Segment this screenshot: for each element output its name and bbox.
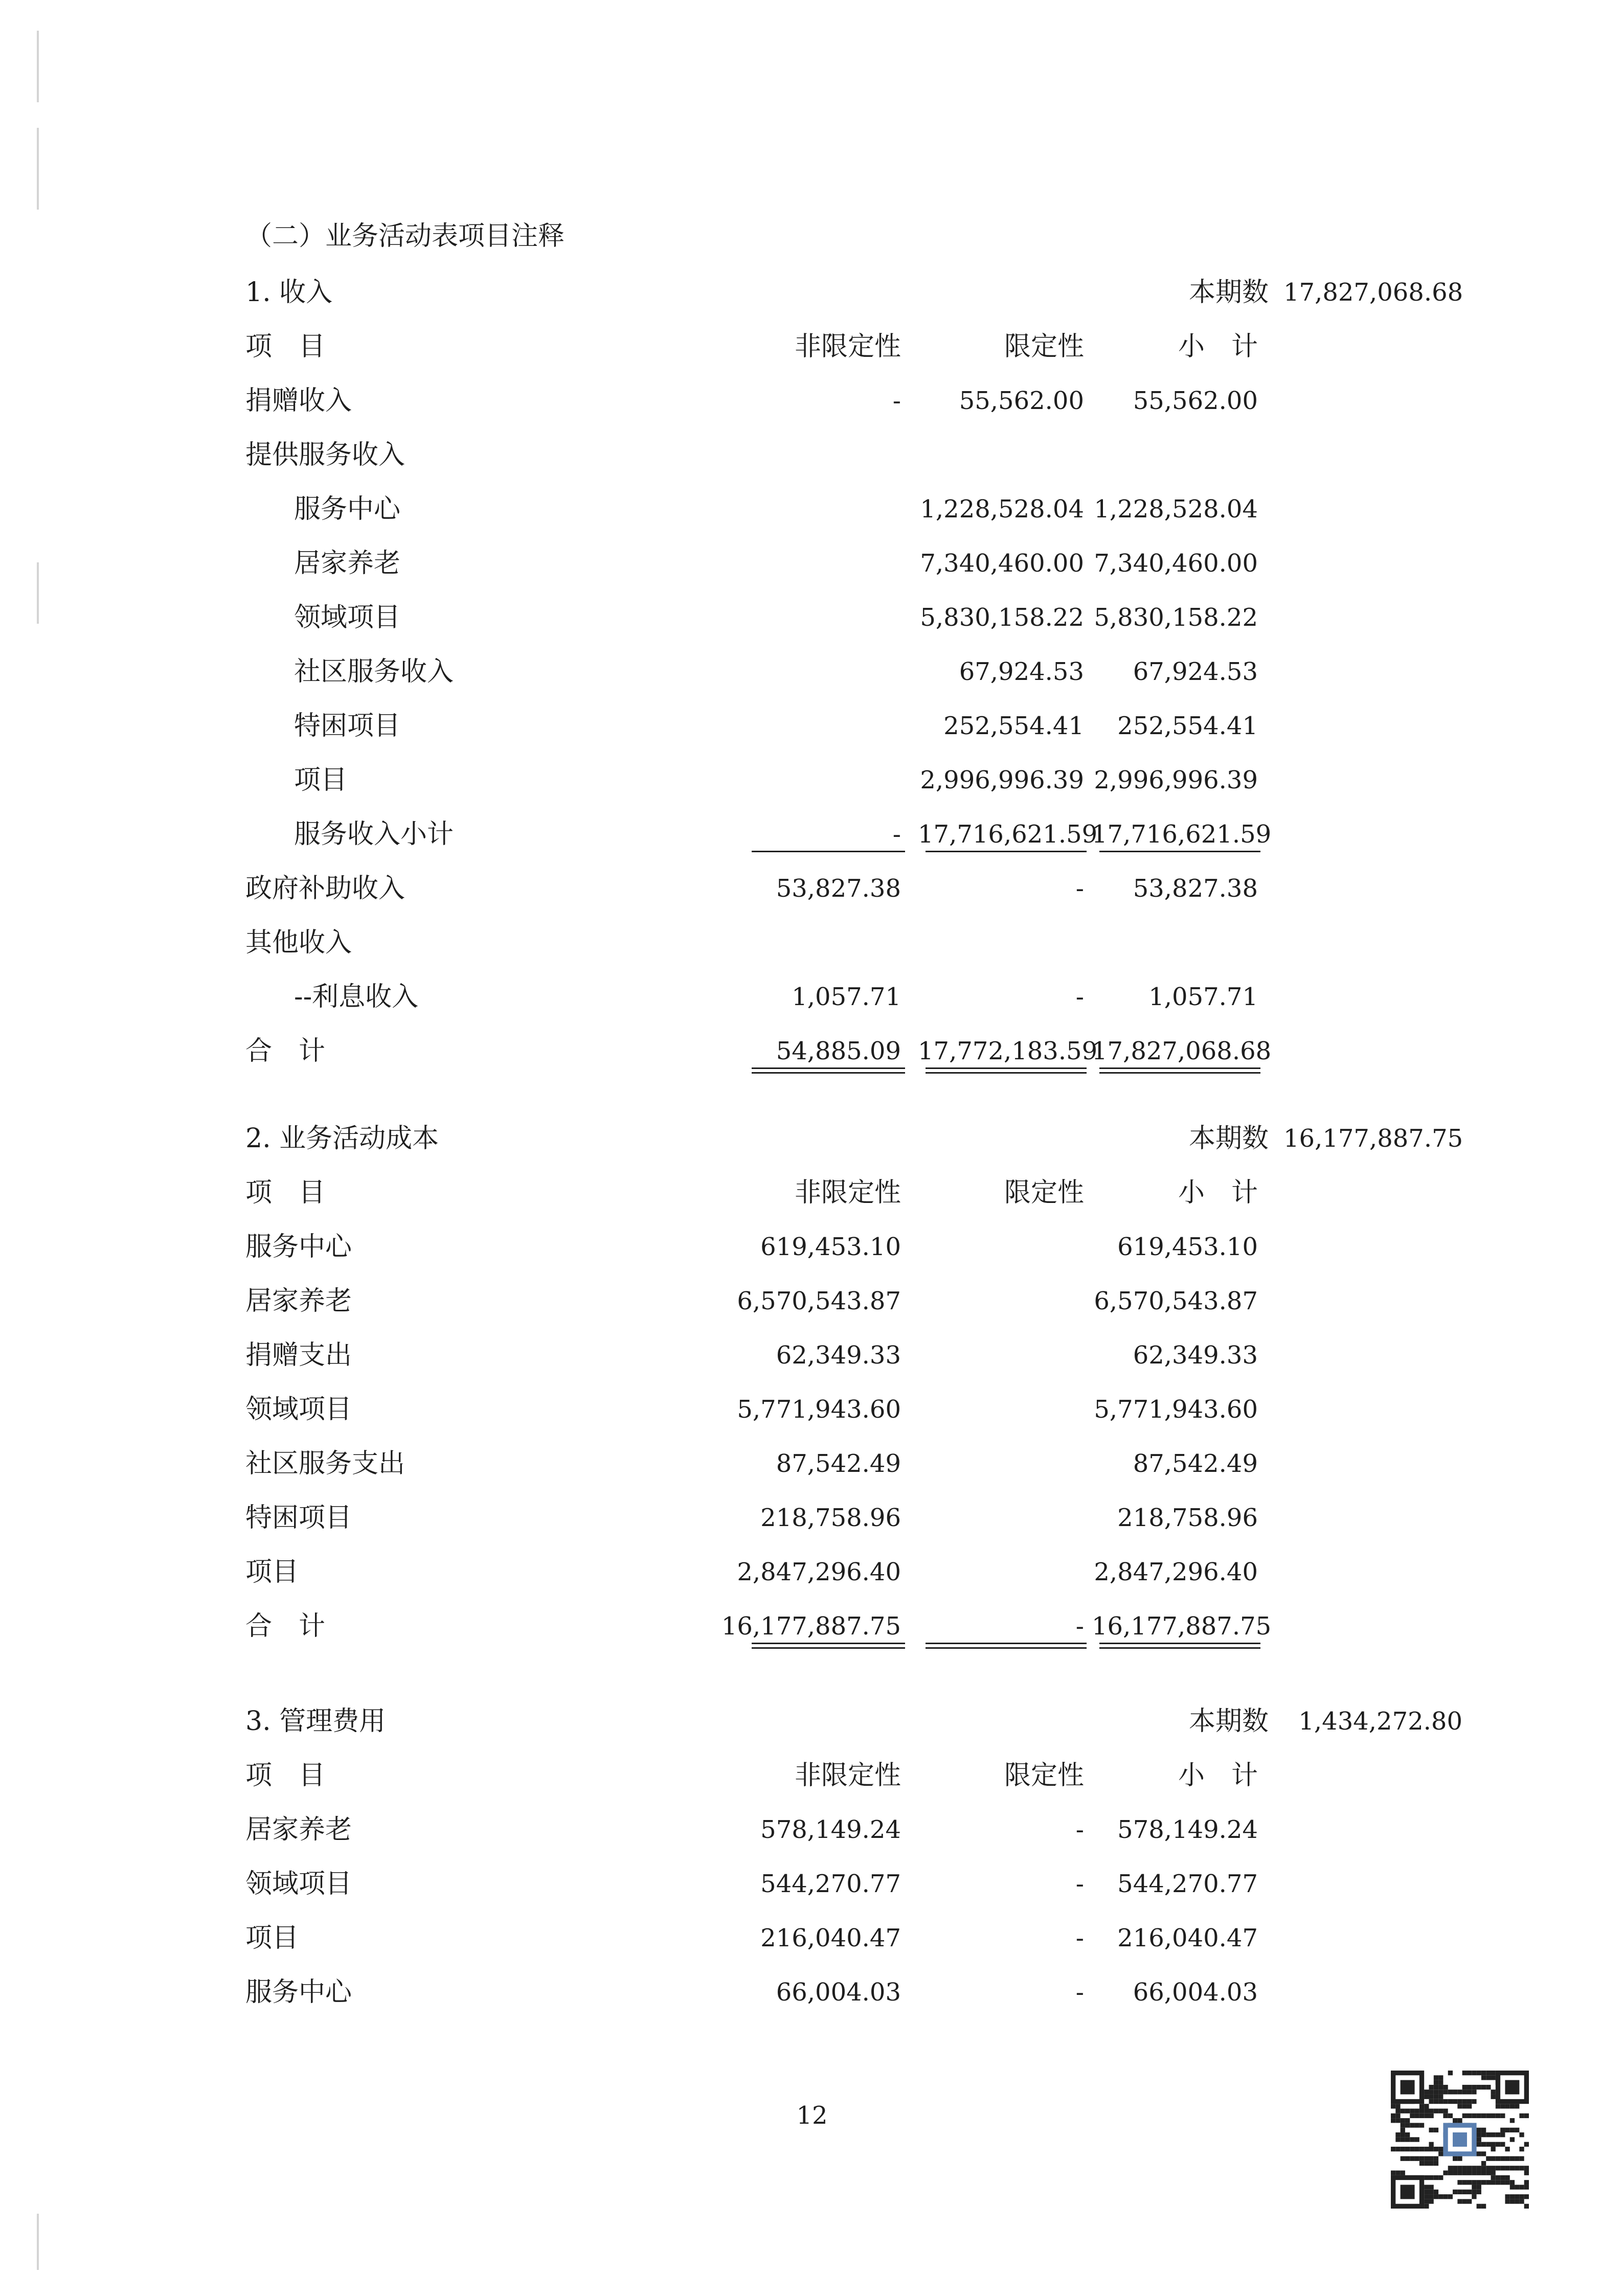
cell-underline	[752, 851, 905, 852]
cell-restricted: -	[1075, 1870, 1084, 1898]
row-label: 居家养老	[294, 548, 401, 579]
cell-subtotal: 218,758.96	[1117, 1504, 1258, 1532]
column-header-restricted: 限定性	[1004, 1760, 1084, 1791]
cell-subtotal: 252,554.41	[1117, 712, 1258, 740]
cell-unrestricted: 216,040.47	[760, 1924, 901, 1952]
cell-restricted: -	[1075, 983, 1084, 1011]
cell-underline	[1099, 1072, 1260, 1074]
cell-subtotal: 7,340,460.00	[1094, 549, 1258, 578]
period-label: 本期数	[1189, 277, 1269, 308]
section-title: 2. 业务活动成本	[245, 1123, 439, 1154]
cell-underline	[926, 1643, 1087, 1644]
row-label: 居家养老	[245, 1814, 352, 1845]
cell-unrestricted: 16,177,887.75	[721, 1612, 901, 1641]
cell-subtotal: 1,057.71	[1148, 983, 1258, 1011]
cell-subtotal: 619,453.10	[1117, 1233, 1258, 1261]
cell-underline	[752, 1643, 905, 1644]
row-label: 特困项目	[245, 1503, 352, 1533]
row-label: 提供服务收入	[245, 440, 405, 470]
cell-unrestricted: 1,057.71	[792, 983, 901, 1011]
cell-subtotal: 87,542.49	[1133, 1449, 1258, 1478]
cell-unrestricted: 619,453.10	[760, 1233, 901, 1261]
row-label: 社区服务支出	[245, 1448, 405, 1479]
cell-subtotal: 2,847,296.40	[1094, 1558, 1258, 1586]
cell-subtotal: 17,827,068.68	[1092, 1037, 1272, 1065]
cell-subtotal: 5,830,158.22	[1094, 603, 1258, 632]
column-header-item: 项 目	[245, 1177, 326, 1208]
column-header-restricted: 限定性	[1004, 1177, 1084, 1208]
period-total: 1,434,272.80	[1298, 1707, 1462, 1736]
column-header-unrestricted: 非限定性	[794, 1760, 901, 1791]
column-header-subtotal: 小 计	[1178, 331, 1258, 362]
cell-underline	[926, 1067, 1087, 1069]
row-label: 捐赠收入	[245, 385, 352, 416]
cell-subtotal: 67,924.53	[1133, 657, 1258, 686]
cell-subtotal: 6,570,543.87	[1094, 1287, 1258, 1315]
cell-unrestricted: 87,542.49	[776, 1449, 901, 1478]
cell-restricted: 2,996,996.39	[920, 766, 1084, 794]
row-label: 居家养老	[245, 1286, 352, 1316]
cell-unrestricted: -	[892, 387, 901, 415]
cell-underline	[1099, 851, 1260, 852]
cell-restricted: -	[1075, 1924, 1084, 1952]
cell-restricted: 67,924.53	[959, 657, 1084, 686]
row-label: 捐赠支出	[245, 1340, 352, 1371]
cell-subtotal: 5,771,943.60	[1094, 1395, 1258, 1424]
row-label: 其他收入	[245, 927, 352, 958]
cell-subtotal: 55,562.00	[1133, 387, 1258, 415]
period-total: 16,177,887.75	[1283, 1124, 1463, 1153]
period-label: 本期数	[1189, 1123, 1269, 1154]
cell-restricted: 5,830,158.22	[920, 603, 1084, 632]
row-label: 项目	[245, 1923, 299, 1953]
cell-unrestricted: 578,149.24	[760, 1815, 901, 1844]
cell-subtotal: 17,716,621.59	[1092, 820, 1272, 849]
cell-underline	[926, 1072, 1087, 1074]
row-label: 服务中心	[294, 494, 401, 525]
cell-unrestricted: 53,827.38	[776, 874, 901, 903]
cell-subtotal: 216,040.47	[1117, 1924, 1258, 1952]
qr-code-icon	[1391, 2071, 1529, 2209]
section-heading: （二）业务活动表项目注释	[245, 221, 565, 252]
cell-restricted: 1,228,528.04	[920, 495, 1084, 524]
cell-underline	[752, 1072, 905, 1074]
cell-unrestricted: 66,004.03	[776, 1978, 901, 2007]
row-label: 服务中心	[245, 1232, 352, 1262]
scan-mark	[37, 2214, 39, 2270]
cell-unrestricted: 54,885.09	[776, 1037, 901, 1065]
cell-underline	[752, 1067, 905, 1069]
row-label: 领域项目	[245, 1869, 352, 1899]
section-title: 3. 管理费用	[245, 1706, 386, 1737]
scan-mark	[37, 31, 39, 102]
column-header-restricted: 限定性	[1004, 331, 1084, 362]
row-label: 合 计	[245, 1036, 326, 1066]
row-label: 合 计	[245, 1611, 326, 1642]
cell-subtotal: 1,228,528.04	[1094, 495, 1258, 524]
cell-restricted: 7,340,460.00	[920, 549, 1084, 578]
column-header-unrestricted: 非限定性	[794, 331, 901, 362]
cell-underline	[1099, 1647, 1260, 1649]
cell-restricted: -	[1075, 874, 1084, 903]
cell-unrestricted: 62,349.33	[776, 1341, 901, 1370]
row-label: 服务中心	[245, 1977, 352, 2008]
cell-unrestricted: 5,771,943.60	[737, 1395, 901, 1424]
row-label: 特困项目	[294, 711, 401, 741]
row-label: 社区服务收入	[294, 656, 454, 687]
cell-subtotal: 578,149.24	[1117, 1815, 1258, 1844]
cell-subtotal: 62,349.33	[1133, 1341, 1258, 1370]
cell-restricted: -	[1075, 1978, 1084, 2007]
column-header-item: 项 目	[245, 331, 326, 362]
row-label: 项目	[294, 765, 348, 795]
row-label: 政府补助收入	[245, 873, 405, 904]
cell-underline	[1099, 1643, 1260, 1644]
cell-subtotal: 2,996,996.39	[1094, 766, 1258, 794]
column-header-item: 项 目	[245, 1760, 326, 1791]
row-label: 项目	[245, 1557, 299, 1587]
cell-unrestricted: 218,758.96	[760, 1504, 901, 1532]
period-label: 本期数	[1189, 1706, 1269, 1737]
row-label: --利息收入	[294, 982, 419, 1012]
row-label: 服务收入小计	[294, 819, 454, 850]
column-header-subtotal: 小 计	[1178, 1760, 1258, 1791]
period-total: 17,827,068.68	[1283, 278, 1463, 307]
cell-underline	[926, 851, 1087, 852]
cell-restricted: 55,562.00	[959, 387, 1084, 415]
scan-mark	[37, 128, 39, 210]
section-title: 1. 收入	[245, 277, 333, 308]
cell-restricted: 17,716,621.59	[918, 820, 1098, 849]
cell-subtotal: 16,177,887.75	[1092, 1612, 1272, 1641]
cell-subtotal: 53,827.38	[1133, 874, 1258, 903]
cell-underline	[752, 1647, 905, 1649]
column-header-unrestricted: 非限定性	[794, 1177, 901, 1208]
cell-unrestricted: 544,270.77	[760, 1870, 901, 1898]
cell-restricted: -	[1075, 1612, 1084, 1641]
cell-unrestricted: 2,847,296.40	[737, 1558, 901, 1586]
row-label: 领域项目	[294, 602, 401, 633]
cell-restricted: 252,554.41	[943, 712, 1084, 740]
cell-restricted: 17,772,183.59	[918, 1037, 1098, 1065]
cell-unrestricted: -	[892, 820, 901, 849]
column-header-subtotal: 小 计	[1178, 1177, 1258, 1208]
cell-subtotal: 544,270.77	[1117, 1870, 1258, 1898]
scan-mark	[37, 562, 39, 624]
cell-underline	[1099, 1067, 1260, 1069]
cell-unrestricted: 6,570,543.87	[737, 1287, 901, 1315]
row-label: 领域项目	[245, 1394, 352, 1425]
cell-underline	[926, 1647, 1087, 1649]
cell-subtotal: 66,004.03	[1133, 1978, 1258, 2007]
page-number: 12	[796, 2101, 828, 2130]
cell-restricted: -	[1075, 1815, 1084, 1844]
